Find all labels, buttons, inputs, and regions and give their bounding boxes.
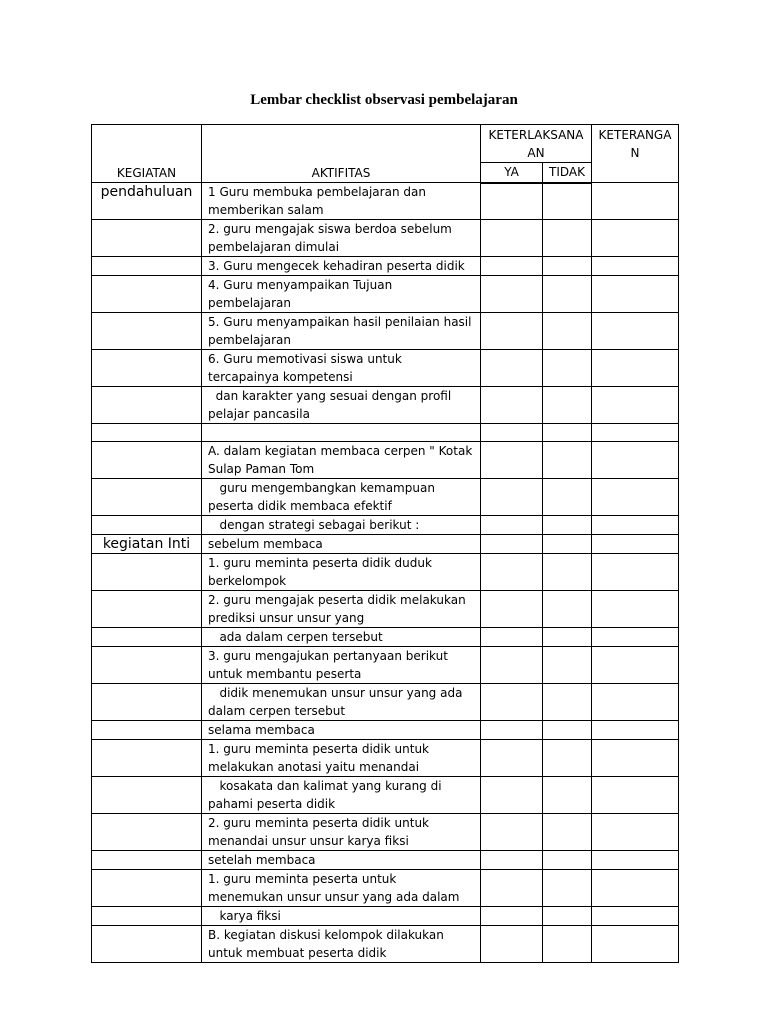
header-tidak: TIDAK xyxy=(543,163,592,183)
table-row xyxy=(92,591,679,628)
ya-cell[interactable] xyxy=(481,926,543,963)
ya-cell[interactable] xyxy=(481,870,543,907)
kegiatan-cell xyxy=(92,313,202,350)
ya-cell[interactable] xyxy=(481,424,543,442)
table-row xyxy=(92,647,679,684)
keterangan-cell[interactable] xyxy=(592,740,679,777)
table-row xyxy=(92,628,679,647)
tidak-cell[interactable] xyxy=(543,424,592,442)
ya-cell[interactable] xyxy=(481,276,543,313)
kegiatan-cell xyxy=(92,220,202,257)
aktifitas-cell: guru mengembangkan kemampuan peserta didik membaca efektif xyxy=(202,479,481,516)
kegiatan-cell xyxy=(92,814,202,851)
aktifitas-cell: 1. guru meminta peserta didik untuk melakukan anotasi yaitu menandai xyxy=(202,740,481,777)
kegiatan-cell xyxy=(92,350,202,387)
keterangan-cell[interactable] xyxy=(592,926,679,963)
keterangan-cell[interactable] xyxy=(592,516,679,535)
tidak-cell[interactable] xyxy=(543,647,592,684)
ya-cell[interactable] xyxy=(481,777,543,814)
tidak-cell[interactable] xyxy=(543,535,592,554)
tidak-cell[interactable] xyxy=(543,814,592,851)
keterangan-cell[interactable] xyxy=(592,387,679,424)
ya-cell[interactable] xyxy=(481,516,543,535)
tidak-cell[interactable] xyxy=(543,721,592,740)
kegiatan-cell xyxy=(92,740,202,777)
keterangan-cell[interactable] xyxy=(592,424,679,442)
aktifitas-cell: 3. guru mengajukan pertanyaan berikut untuk membantu peserta xyxy=(202,647,481,684)
aktifitas-cell: 2. guru meminta peserta didik untuk menandai unsur unsur karya fiksi xyxy=(202,814,481,851)
kegiatan-cell xyxy=(92,870,202,907)
keterangan-cell[interactable] xyxy=(592,442,679,479)
table-row xyxy=(92,554,679,591)
kegiatan-cell xyxy=(92,554,202,591)
table-row xyxy=(92,257,679,276)
keterangan-cell[interactable] xyxy=(592,276,679,313)
aktifitas-cell: B. kegiatan diskusi kelompok dilakukan untuk membuat peserta didik xyxy=(202,926,481,963)
tidak-cell[interactable] xyxy=(543,442,592,479)
table-row xyxy=(92,183,679,220)
kegiatan-cell xyxy=(92,479,202,516)
ya-cell[interactable] xyxy=(481,479,543,516)
table-row xyxy=(92,721,679,740)
keterangan-cell[interactable] xyxy=(592,870,679,907)
kegiatan-cell xyxy=(92,276,202,313)
aktifitas-cell xyxy=(202,424,481,442)
tidak-cell[interactable] xyxy=(543,554,592,591)
kegiatan-cell xyxy=(92,777,202,814)
ya-cell[interactable] xyxy=(481,350,543,387)
table-row xyxy=(92,870,679,907)
table-row xyxy=(92,684,679,721)
ya-cell[interactable] xyxy=(481,220,543,257)
kegiatan-cell xyxy=(92,907,202,926)
tidak-cell[interactable] xyxy=(543,516,592,535)
tidak-cell[interactable] xyxy=(543,684,592,721)
tidak-cell[interactable] xyxy=(543,350,592,387)
kegiatan-cell xyxy=(92,647,202,684)
keterangan-cell[interactable] xyxy=(592,851,679,870)
ya-cell[interactable] xyxy=(481,814,543,851)
table-row xyxy=(92,442,679,479)
table-row xyxy=(92,907,679,926)
aktifitas-cell: setelah membaca xyxy=(202,851,481,870)
tidak-cell[interactable] xyxy=(543,479,592,516)
aktifitas-cell: 1. guru meminta peserta untuk menemukan unsur unsur yang ada dalam xyxy=(202,870,481,907)
tidak-cell[interactable] xyxy=(543,257,592,276)
ya-cell[interactable] xyxy=(481,851,543,870)
tidak-cell[interactable] xyxy=(543,183,592,220)
aktifitas-cell: didik menemukan unsur unsur yang ada dalam cerpen tersebut xyxy=(202,684,481,721)
aktifitas-cell: kosakata dan kalimat yang kurang di pahami peserta didik xyxy=(202,777,481,814)
keterangan-cell[interactable] xyxy=(592,907,679,926)
header-aktifitas: AKTIFITAS xyxy=(202,125,481,183)
ya-cell[interactable] xyxy=(481,684,543,721)
kegiatan-cell xyxy=(92,926,202,963)
tidak-cell[interactable] xyxy=(543,851,592,870)
checklist-body xyxy=(92,183,679,963)
keterangan-cell[interactable] xyxy=(592,535,679,554)
aktifitas-cell: 5. Guru menyampaikan hasil penilaian hasil pembelajaran xyxy=(202,313,481,350)
tidak-cell[interactable] xyxy=(543,740,592,777)
table-row xyxy=(92,851,679,870)
keterangan-cell[interactable] xyxy=(592,591,679,628)
keterangan-cell[interactable] xyxy=(592,814,679,851)
aktifitas-cell: 1. guru meminta peserta didik duduk berkelompok xyxy=(202,554,481,591)
keterangan-cell[interactable] xyxy=(592,479,679,516)
ya-cell[interactable] xyxy=(481,721,543,740)
ya-cell[interactable] xyxy=(481,535,543,554)
aktifitas-cell: 1 Guru membuka pembelajaran dan memberikan salam xyxy=(202,183,481,220)
kegiatan-cell xyxy=(92,684,202,721)
kegiatan-cell xyxy=(92,257,202,276)
ya-cell[interactable] xyxy=(481,442,543,479)
keterangan-cell[interactable] xyxy=(592,220,679,257)
table-row xyxy=(92,740,679,777)
tidak-cell[interactable] xyxy=(543,870,592,907)
table-row xyxy=(92,535,679,554)
keterangan-cell[interactable] xyxy=(592,777,679,814)
ya-cell[interactable] xyxy=(481,554,543,591)
keterangan-cell[interactable] xyxy=(592,183,679,220)
checklist-table xyxy=(91,124,679,963)
header-keterlaksanaan: KETERLAKSANAAN xyxy=(481,125,592,163)
table-row xyxy=(92,926,679,963)
aktifitas-cell: 2. guru mengajak siswa berdoa sebelum pembelajaran dimulai xyxy=(202,220,481,257)
header-kegiatan: KEGIATAN xyxy=(92,125,202,183)
aktifitas-cell: ada dalam cerpen tersebut xyxy=(202,628,481,647)
keterangan-cell[interactable] xyxy=(592,647,679,684)
keterangan-cell[interactable] xyxy=(592,684,679,721)
aktifitas-cell: karya fiksi xyxy=(202,907,481,926)
kegiatan-cell xyxy=(92,424,202,442)
tidak-cell[interactable] xyxy=(543,387,592,424)
kegiatan-cell xyxy=(92,628,202,647)
aktifitas-cell: dengan strategi sebagai berikut : xyxy=(202,516,481,535)
tidak-cell[interactable] xyxy=(543,276,592,313)
table-row xyxy=(92,479,679,516)
header-keterangan: KETERANGAN xyxy=(592,125,679,183)
keterangan-cell[interactable] xyxy=(592,554,679,591)
kegiatan-cell xyxy=(92,516,202,535)
table-row xyxy=(92,777,679,814)
table-row xyxy=(92,516,679,535)
document-title: Lembar checklist observasi pembelajaran xyxy=(250,92,518,108)
aktifitas-cell: 6. Guru memotivasi siswa untuk tercapainya kompetensi xyxy=(202,350,481,387)
kegiatan-cell: pendahuluan xyxy=(92,183,202,220)
tidak-cell[interactable] xyxy=(543,591,592,628)
table-row xyxy=(92,424,679,442)
ya-cell[interactable] xyxy=(481,591,543,628)
tidak-cell[interactable] xyxy=(543,313,592,350)
kegiatan-cell xyxy=(92,442,202,479)
tidak-cell[interactable] xyxy=(543,628,592,647)
kegiatan-cell: kegiatan Inti xyxy=(92,535,202,554)
aktifitas-cell: selama membaca xyxy=(202,721,481,740)
aktifitas-cell: A. dalam kegiatan membaca cerpen " Kotak Sulap Paman Tom xyxy=(202,442,481,479)
tidak-cell[interactable] xyxy=(543,220,592,257)
ya-cell[interactable] xyxy=(481,628,543,647)
aktifitas-cell: 2. guru mengajak peserta didik melakukan prediksi unsur unsur yang xyxy=(202,591,481,628)
aktifitas-cell: 3. Guru mengecek kehadiran peserta didik xyxy=(202,257,481,276)
aktifitas-cell: sebelum membaca xyxy=(202,535,481,554)
table-row xyxy=(92,276,679,313)
tidak-cell[interactable] xyxy=(543,926,592,963)
keterangan-cell[interactable] xyxy=(592,313,679,350)
ya-cell[interactable] xyxy=(481,313,543,350)
table-row xyxy=(92,350,679,387)
ya-cell[interactable] xyxy=(481,740,543,777)
tidak-cell[interactable] xyxy=(543,777,592,814)
tidak-cell[interactable] xyxy=(543,907,592,926)
header-ya: YA xyxy=(481,163,543,183)
keterangan-cell[interactable] xyxy=(592,350,679,387)
ya-cell[interactable] xyxy=(481,647,543,684)
table-row xyxy=(92,814,679,851)
ya-cell[interactable] xyxy=(481,257,543,276)
ya-cell[interactable] xyxy=(481,183,543,220)
table-row xyxy=(92,220,679,257)
aktifitas-cell: 4. Guru menyampaikan Tujuan pembelajaran xyxy=(202,276,481,313)
ya-cell[interactable] xyxy=(481,387,543,424)
kegiatan-cell xyxy=(92,721,202,740)
table-row xyxy=(92,313,679,350)
kegiatan-cell xyxy=(92,591,202,628)
keterangan-cell[interactable] xyxy=(592,257,679,276)
keterangan-cell[interactable] xyxy=(592,628,679,647)
kegiatan-cell xyxy=(92,851,202,870)
aktifitas-cell: dan karakter yang sesuai dengan profil pelajar pancasila xyxy=(202,387,481,424)
keterangan-cell[interactable] xyxy=(592,721,679,740)
kegiatan-cell xyxy=(92,387,202,424)
ya-cell[interactable] xyxy=(481,907,543,926)
table-row xyxy=(92,387,679,424)
